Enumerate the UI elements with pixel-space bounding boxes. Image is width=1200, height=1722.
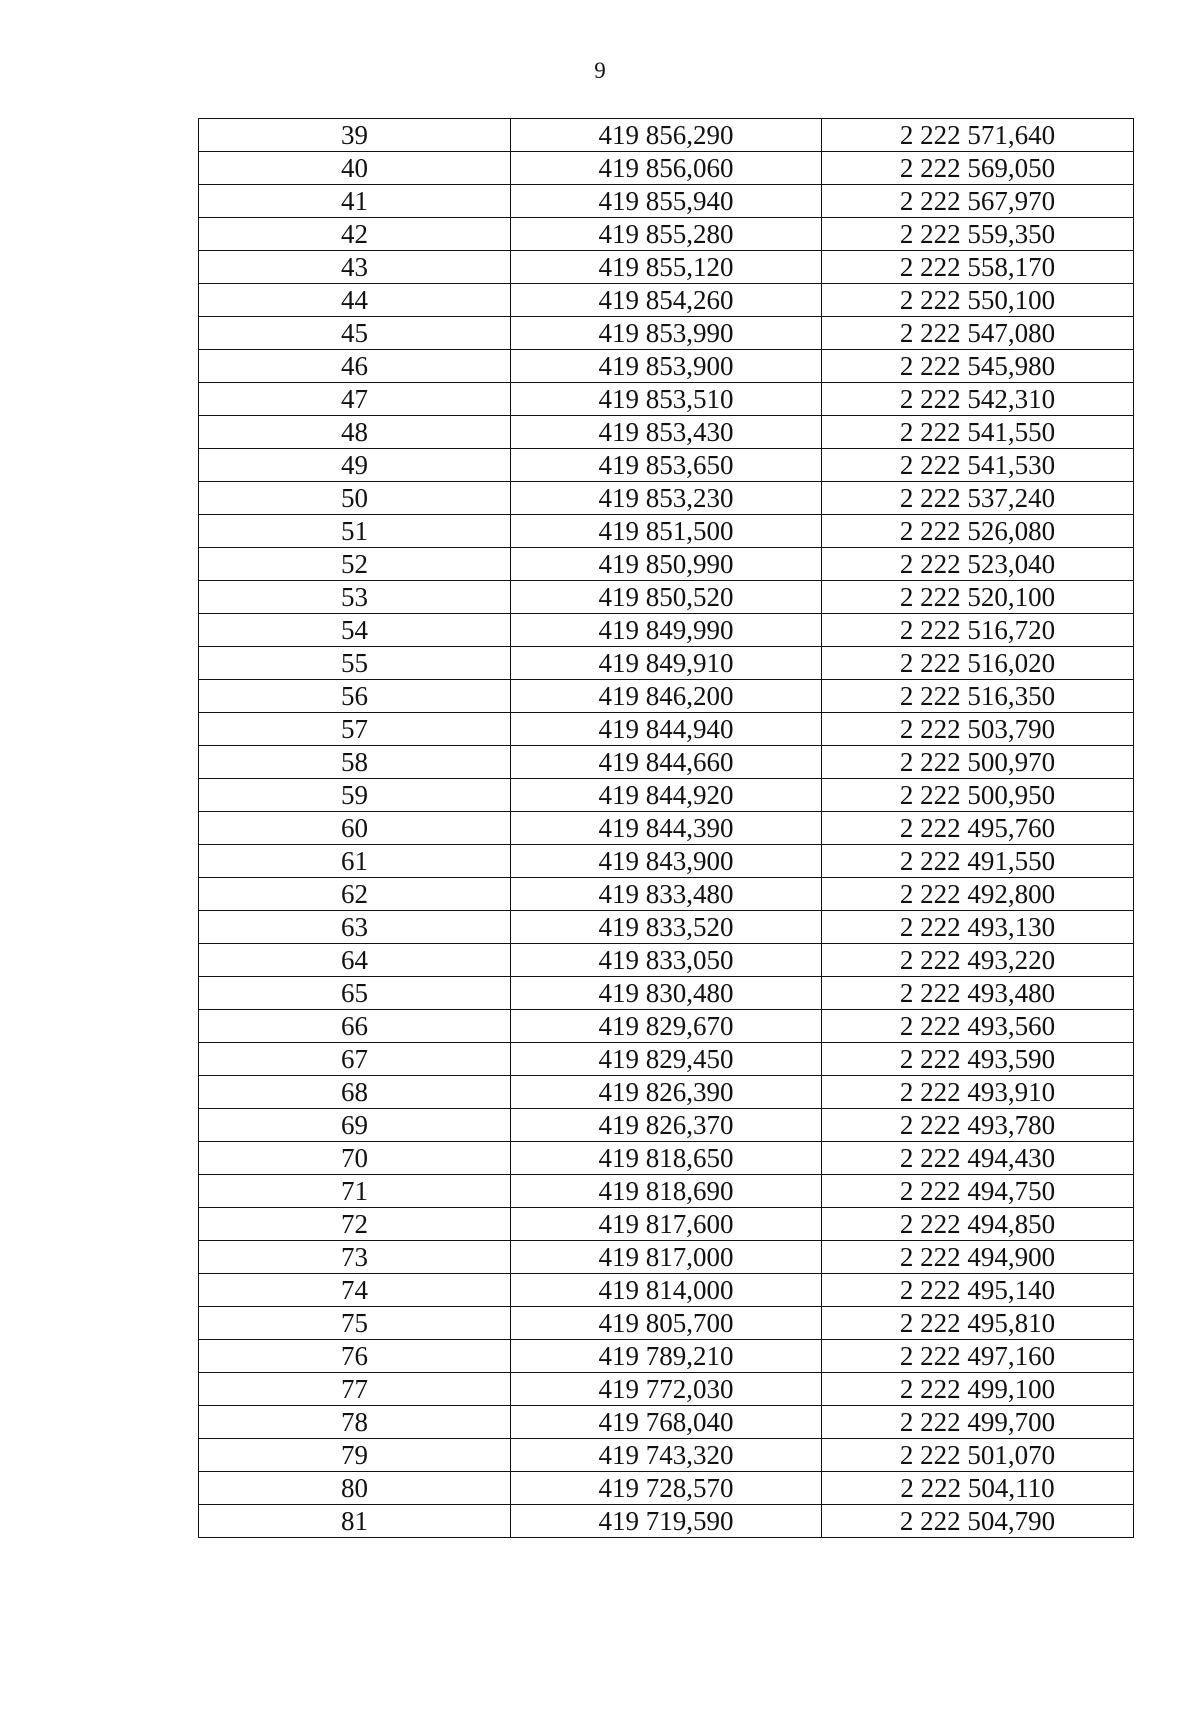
y-coordinate-cell: 2 222 493,780 [822,1109,1134,1142]
point-number-cell: 64 [199,944,511,977]
page-number: 9 [594,58,606,83]
table-row [199,713,1134,746]
y-coordinate-cell: 2 222 495,810 [822,1307,1134,1340]
x-coordinate-cell: 419 843,900 [511,845,822,878]
table-row [199,416,1134,449]
y-coordinate-cell: 2 222 494,850 [822,1208,1134,1241]
y-coordinate-cell: 2 222 500,950 [822,779,1134,812]
y-coordinate-cell: 2 222 492,800 [822,878,1134,911]
y-coordinate-cell: 2 222 499,100 [822,1373,1134,1406]
x-coordinate-cell: 419 846,200 [511,680,822,713]
table-row [199,680,1134,713]
table-row [199,1307,1134,1340]
table-row [199,548,1134,581]
y-coordinate-cell: 2 222 523,040 [822,548,1134,581]
point-number-cell: 44 [199,284,511,317]
point-number-cell: 54 [199,614,511,647]
table-row [199,878,1134,911]
x-coordinate-cell: 419 855,940 [511,185,822,218]
point-number-cell: 76 [199,1340,511,1373]
x-coordinate-cell: 419 844,390 [511,812,822,845]
x-coordinate-cell: 419 856,060 [511,152,822,185]
table-row [199,812,1134,845]
y-coordinate-cell: 2 222 495,140 [822,1274,1134,1307]
y-coordinate-cell: 2 222 494,430 [822,1142,1134,1175]
y-coordinate-cell: 2 222 516,020 [822,647,1134,680]
y-coordinate-cell: 2 222 550,100 [822,284,1134,317]
point-number-cell: 50 [199,482,511,515]
point-number-cell: 69 [199,1109,511,1142]
x-coordinate-cell: 419 855,280 [511,218,822,251]
x-coordinate-cell: 419 826,390 [511,1076,822,1109]
x-coordinate-cell: 419 814,000 [511,1274,822,1307]
point-number-cell: 81 [199,1505,511,1538]
table-row [199,746,1134,779]
x-coordinate-cell: 419 850,520 [511,581,822,614]
point-number-cell: 52 [199,548,511,581]
x-coordinate-cell: 419 853,990 [511,317,822,350]
point-number-cell: 80 [199,1472,511,1505]
y-coordinate-cell: 2 222 541,530 [822,449,1134,482]
point-number-cell: 56 [199,680,511,713]
table-row [199,350,1134,383]
y-coordinate-cell: 2 222 516,720 [822,614,1134,647]
point-number-cell: 61 [199,845,511,878]
table-row [199,119,1134,152]
y-coordinate-cell: 2 222 491,550 [822,845,1134,878]
x-coordinate-cell: 419 829,670 [511,1010,822,1043]
table-row [199,845,1134,878]
point-number-cell: 71 [199,1175,511,1208]
point-number-cell: 41 [199,185,511,218]
y-coordinate-cell: 2 222 503,790 [822,713,1134,746]
y-coordinate-cell: 2 222 500,970 [822,746,1134,779]
y-coordinate-cell: 2 222 541,550 [822,416,1134,449]
x-coordinate-cell: 419 833,480 [511,878,822,911]
point-number-cell: 39 [199,119,511,152]
y-coordinate-cell: 2 222 559,350 [822,218,1134,251]
y-coordinate-cell: 2 222 547,080 [822,317,1134,350]
y-coordinate-cell: 2 222 526,080 [822,515,1134,548]
table-row [199,1208,1134,1241]
x-coordinate-cell: 419 818,650 [511,1142,822,1175]
table-row [199,1439,1134,1472]
y-coordinate-cell: 2 222 545,980 [822,350,1134,383]
y-coordinate-cell: 2 222 520,100 [822,581,1134,614]
y-coordinate-cell: 2 222 493,560 [822,1010,1134,1043]
x-coordinate-cell: 419 829,450 [511,1043,822,1076]
x-coordinate-cell: 419 844,660 [511,746,822,779]
y-coordinate-cell: 2 222 516,350 [822,680,1134,713]
table-row [199,1406,1134,1439]
point-number-cell: 78 [199,1406,511,1439]
x-coordinate-cell: 419 826,370 [511,1109,822,1142]
table-row [199,1274,1134,1307]
x-coordinate-cell: 419 817,000 [511,1241,822,1274]
y-coordinate-cell: 2 222 493,910 [822,1076,1134,1109]
x-coordinate-cell: 419 853,510 [511,383,822,416]
table-row [199,1505,1134,1538]
x-coordinate-cell: 419 833,050 [511,944,822,977]
y-coordinate-cell: 2 222 504,110 [822,1472,1134,1505]
table-row [199,779,1134,812]
y-coordinate-cell: 2 222 569,050 [822,152,1134,185]
point-number-cell: 74 [199,1274,511,1307]
x-coordinate-cell: 419 772,030 [511,1373,822,1406]
point-number-cell: 59 [199,779,511,812]
table-row [199,152,1134,185]
y-coordinate-cell: 2 222 542,310 [822,383,1134,416]
point-number-cell: 67 [199,1043,511,1076]
table-row [199,1142,1134,1175]
x-coordinate-cell: 419 830,480 [511,977,822,1010]
x-coordinate-cell: 419 728,570 [511,1472,822,1505]
point-number-cell: 73 [199,1241,511,1274]
y-coordinate-cell: 2 222 493,130 [822,911,1134,944]
x-coordinate-cell: 419 853,900 [511,350,822,383]
point-number-cell: 40 [199,152,511,185]
point-number-cell: 79 [199,1439,511,1472]
x-coordinate-cell: 419 855,120 [511,251,822,284]
point-number-cell: 43 [199,251,511,284]
x-coordinate-cell: 419 853,230 [511,482,822,515]
table-row [199,1043,1134,1076]
point-number-cell: 57 [199,713,511,746]
x-coordinate-cell: 419 818,690 [511,1175,822,1208]
y-coordinate-cell: 2 222 494,900 [822,1241,1134,1274]
y-coordinate-cell: 2 222 571,640 [822,119,1134,152]
point-number-cell: 42 [199,218,511,251]
x-coordinate-cell: 419 805,700 [511,1307,822,1340]
point-number-cell: 51 [199,515,511,548]
point-number-cell: 68 [199,1076,511,1109]
point-number-cell: 49 [199,449,511,482]
x-coordinate-cell: 419 743,320 [511,1439,822,1472]
x-coordinate-cell: 419 851,500 [511,515,822,548]
x-coordinate-cell: 419 844,920 [511,779,822,812]
x-coordinate-cell: 419 849,990 [511,614,822,647]
table-row [199,482,1134,515]
point-number-cell: 55 [199,647,511,680]
y-coordinate-cell: 2 222 493,220 [822,944,1134,977]
table-row [199,449,1134,482]
point-number-cell: 47 [199,383,511,416]
point-number-cell: 77 [199,1373,511,1406]
x-coordinate-cell: 419 853,650 [511,449,822,482]
table-row [199,944,1134,977]
point-number-cell: 60 [199,812,511,845]
point-number-cell: 45 [199,317,511,350]
y-coordinate-cell: 2 222 558,170 [822,251,1134,284]
point-number-cell: 65 [199,977,511,1010]
point-number-cell: 75 [199,1307,511,1340]
table-row [199,1076,1134,1109]
x-coordinate-cell: 419 856,290 [511,119,822,152]
y-coordinate-cell: 2 222 504,790 [822,1505,1134,1538]
x-coordinate-cell: 419 789,210 [511,1340,822,1373]
point-number-cell: 62 [199,878,511,911]
point-number-cell: 48 [199,416,511,449]
table-row [199,977,1134,1010]
coordinates-table [198,118,1134,1538]
point-number-cell: 70 [199,1142,511,1175]
y-coordinate-cell: 2 222 493,480 [822,977,1134,1010]
table-row [199,1109,1134,1142]
y-coordinate-cell: 2 222 497,160 [822,1340,1134,1373]
y-coordinate-cell: 2 222 499,700 [822,1406,1134,1439]
table-row [199,185,1134,218]
table-row [199,1340,1134,1373]
x-coordinate-cell: 419 817,600 [511,1208,822,1241]
point-number-cell: 58 [199,746,511,779]
y-coordinate-cell: 2 222 495,760 [822,812,1134,845]
x-coordinate-cell: 419 833,520 [511,911,822,944]
table-row [199,1010,1134,1043]
table-row [199,911,1134,944]
table-row [199,317,1134,350]
x-coordinate-cell: 419 854,260 [511,284,822,317]
point-number-cell: 66 [199,1010,511,1043]
x-coordinate-cell: 419 850,990 [511,548,822,581]
x-coordinate-cell: 419 849,910 [511,647,822,680]
x-coordinate-cell: 419 853,430 [511,416,822,449]
point-number-cell: 72 [199,1208,511,1241]
table-row [199,251,1134,284]
y-coordinate-cell: 2 222 537,240 [822,482,1134,515]
table-row [199,383,1134,416]
table-row [199,1241,1134,1274]
x-coordinate-cell: 419 719,590 [511,1505,822,1538]
y-coordinate-cell: 2 222 493,590 [822,1043,1134,1076]
y-coordinate-cell: 2 222 501,070 [822,1439,1134,1472]
table-row [199,614,1134,647]
table-row [199,218,1134,251]
coordinates-table-body [199,119,1134,1538]
table-row [199,1175,1134,1208]
point-number-cell: 53 [199,581,511,614]
y-coordinate-cell: 2 222 567,970 [822,185,1134,218]
table-row [199,515,1134,548]
x-coordinate-cell: 419 768,040 [511,1406,822,1439]
table-row [199,284,1134,317]
point-number-cell: 46 [199,350,511,383]
table-row [199,647,1134,680]
table-row [199,1373,1134,1406]
table-row [199,1472,1134,1505]
table-row [199,581,1134,614]
point-number-cell: 63 [199,911,511,944]
y-coordinate-cell: 2 222 494,750 [822,1175,1134,1208]
x-coordinate-cell: 419 844,940 [511,713,822,746]
